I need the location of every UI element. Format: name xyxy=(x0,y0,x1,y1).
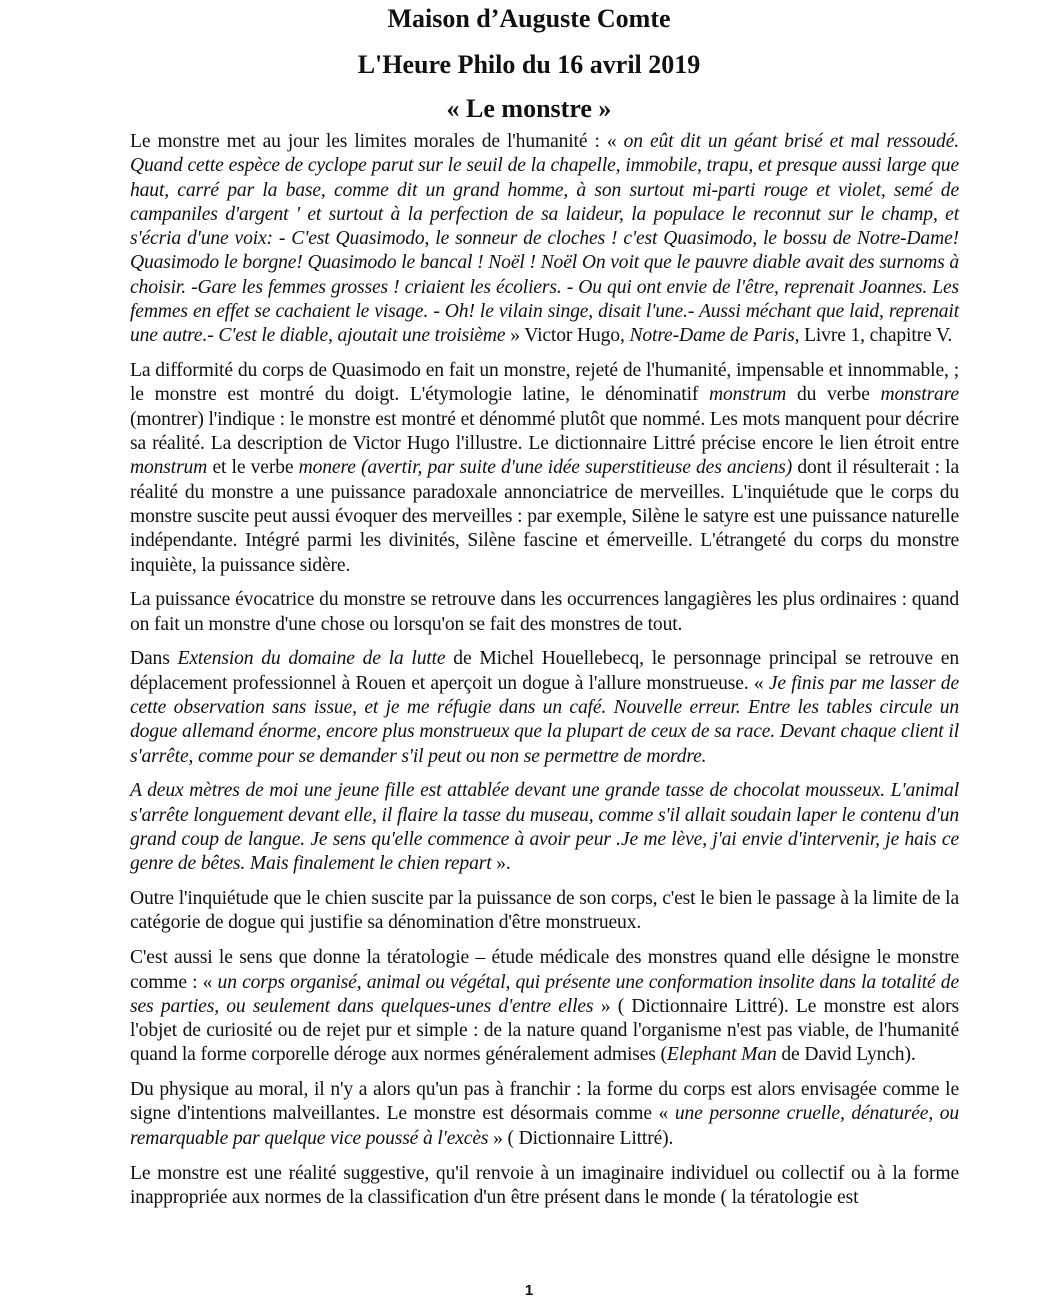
paragraph xyxy=(130,1078,959,1151)
italic-text-segment: Extension du domaine de la lutte xyxy=(177,648,446,670)
text-segment: Le monstre met au jour les limites morales de l'humanité : « xyxy=(130,131,624,152)
text-segment: Du physique au moral, il n'y a alors qu'un pas à franchir : la forme du corps est alors envisagée comme le signe d'intentions malveillantes. Le monstre est désormais comme « xyxy=(130,1079,959,1125)
document-title: « Le monstre » xyxy=(446,94,612,123)
text-segment: » ( Dictionnaire Littré). xyxy=(488,1127,674,1149)
text-segment: et le verbe xyxy=(207,457,299,479)
text-segment: de Michel Houellebecq, le personnage principal se retrouve en déplacement professionnel à Rouen et aperçoit un dogue à l'allure monstrueuse. « xyxy=(130,648,959,694)
paragraph xyxy=(130,887,959,936)
italic-text-segment: Je finis par me lasser de cette observation sans issue, et je me réfugie dans un café. Nouvelle erreur. Entre les tables circule un dogue allemand énorme, encore plus monstrueux que la plupart de ceux de sa race. Devant chaque client il s'arrête, comme pour se demander s'il peut ou non se permettre de mordre. xyxy=(130,672,960,767)
text-segment: de David Lynch). xyxy=(776,1044,916,1066)
page-number: 1 xyxy=(524,1282,534,1299)
italic-text-segment: Elephant Man xyxy=(666,1044,777,1066)
text-segment: La puissance évocatrice du monstre se retrouve dans les occurrences langagières les plus ordinaires : quand on fait un monstre d'une chose ou lorsqu'on se fait des monstres de tout. xyxy=(130,589,959,635)
paragraph xyxy=(130,647,959,768)
paragraph xyxy=(130,946,959,1067)
paragraph xyxy=(130,130,959,349)
paragraph xyxy=(130,359,959,578)
text-segment: (montrer) l'indique : le monstre est montré et dénommé plutôt que nommé. Les mots manquent pour décrire sa réalité. La description de Victor Hugo l'illustre. Le dictionnaire Littré précise encore le lien étroit entre xyxy=(130,408,959,455)
institution-title: Maison d’Auguste Comte xyxy=(387,4,671,33)
text-segment: La difformité du corps de Quasimodo en fait un monstre, rejeté de l'humanité, impensable et innommable, ; le monstre est montré du doigt. L'étymologie latine, le dénominatif xyxy=(130,360,959,406)
italic-text-segment: monstrum xyxy=(709,384,787,406)
text-segment: Le monstre est une réalité suggestive, qu'il renvoie à un imaginaire individuel ou collectif ou à la forme inappropriée aux normes de la classification d'un être présent dans le monde ( la tératologie est xyxy=(130,1162,959,1208)
text-segment: Dans xyxy=(130,648,178,670)
paragraph xyxy=(130,1162,959,1211)
italic-text-segment: A deux mètres de moi une jeune fille est attablée devant une grande tasse de chocolat mousseux. L'animal s'arrête longuement devant elle, il flaire la tasse du museau, comme s'il allait soudain laper le contenu d'un grand coup de langue. Je sens qu'elle commence à avoir peur .Je me lève, j'ai envie d'intervenir, je hais ce genre de bêtes. Mais finalement le chien repart xyxy=(130,780,959,875)
document-body xyxy=(130,130,959,1221)
paragraph xyxy=(130,779,959,876)
text-segment: du verbe xyxy=(786,384,881,406)
italic-text-segment: monstrare xyxy=(880,384,959,406)
italic-text-segment: monstrum xyxy=(130,457,208,479)
text-segment: C'est aussi le sens que donne la tératologie – étude médicale des monstres quand elle désigne le monstre comme : « xyxy=(130,947,959,993)
text-segment: dont il résulterait : la réalité du monstre a une puissance paradoxale annonciatrice de merveilles. L'inquiétude que le corps du monstre suscite peut aussi évoquer des merveilles : par exemple, Silène le satyre est une puissance naturelle indépendante. Intégré parmi les divinités, Silène fascine et émerveille. L'étrangeté du corps du monstre inquiète, la puissance sidère. xyxy=(130,457,960,576)
event-title: L'Heure Philo du 16 avril 2019 xyxy=(357,50,701,79)
text-segment: Outre l'inquiétude que le chien suscite par la puissance de son corps, c'est le bien le passage à la limite de la catégorie de dogue qui justifie sa dénomination d'être monstrueux. xyxy=(130,888,959,934)
text-segment: , Livre 1, chapitre V. xyxy=(794,325,953,347)
italic-text-segment: on eût dit un géant brisé et mal ressoudé. Quand cette espèce de cyclope parut sur le seuil de la chapelle, immobile, trapu, et presque aussi large que haut, carré par la base, comme dit un grand homme, à son surtout mi-parti rouge et violet, semé de campaniles d'argent ' et surtout à la perfection de sa laideur, la populace le reconnut sur le champ, et s'écria d'une voix: - C'est Quasimodo, le sonneur de cloches ! c'est Quasimodo, le bossu de Notre-Dame! Quasimodo le borgne! Quasimodo le bancal ! Noël ! Noël On voit que le pauvre diable avait des surnoms à choisir. -Gare les femmes grosses ! criaient les écoliers. - Ou qui ont envie de l'être, reprenait Joannes. Les femmes en effet se cachaient le visage. - Oh! le vilain singe, disait l'une.- Aussi méchant que laid, reprenait une autre.- C'est le diable, ajoutait une troisième xyxy=(130,131,959,347)
paragraph xyxy=(130,588,959,637)
italic-text-segment: monere (avertir, par suite d'une idée superstitieuse des anciens) xyxy=(298,457,793,479)
text-segment: ». xyxy=(491,853,511,875)
text-segment: » Victor Hugo, xyxy=(505,325,630,347)
italic-text-segment: Notre-Dame de Paris xyxy=(629,325,795,347)
text-segment: » ( Dictionnaire Littré). Le monstre est alors l'objet de curiosité ou de rejet pur et simple : de la nature quand l'organisme n'est pas viable, de l'humanité quand la forme corporelle déroge aux normes généralement admises ( xyxy=(130,995,959,1066)
italic-text-segment: un corps organisé, animal ou végétal, qui présente une conformation insolite dans la totalité de ses parties, ou seulement dans quelques-unes d'entre elles xyxy=(130,971,960,1017)
italic-text-segment: une personne cruelle, dénaturée, ou remarquable par quelque vice poussé à l'excès xyxy=(130,1103,959,1149)
